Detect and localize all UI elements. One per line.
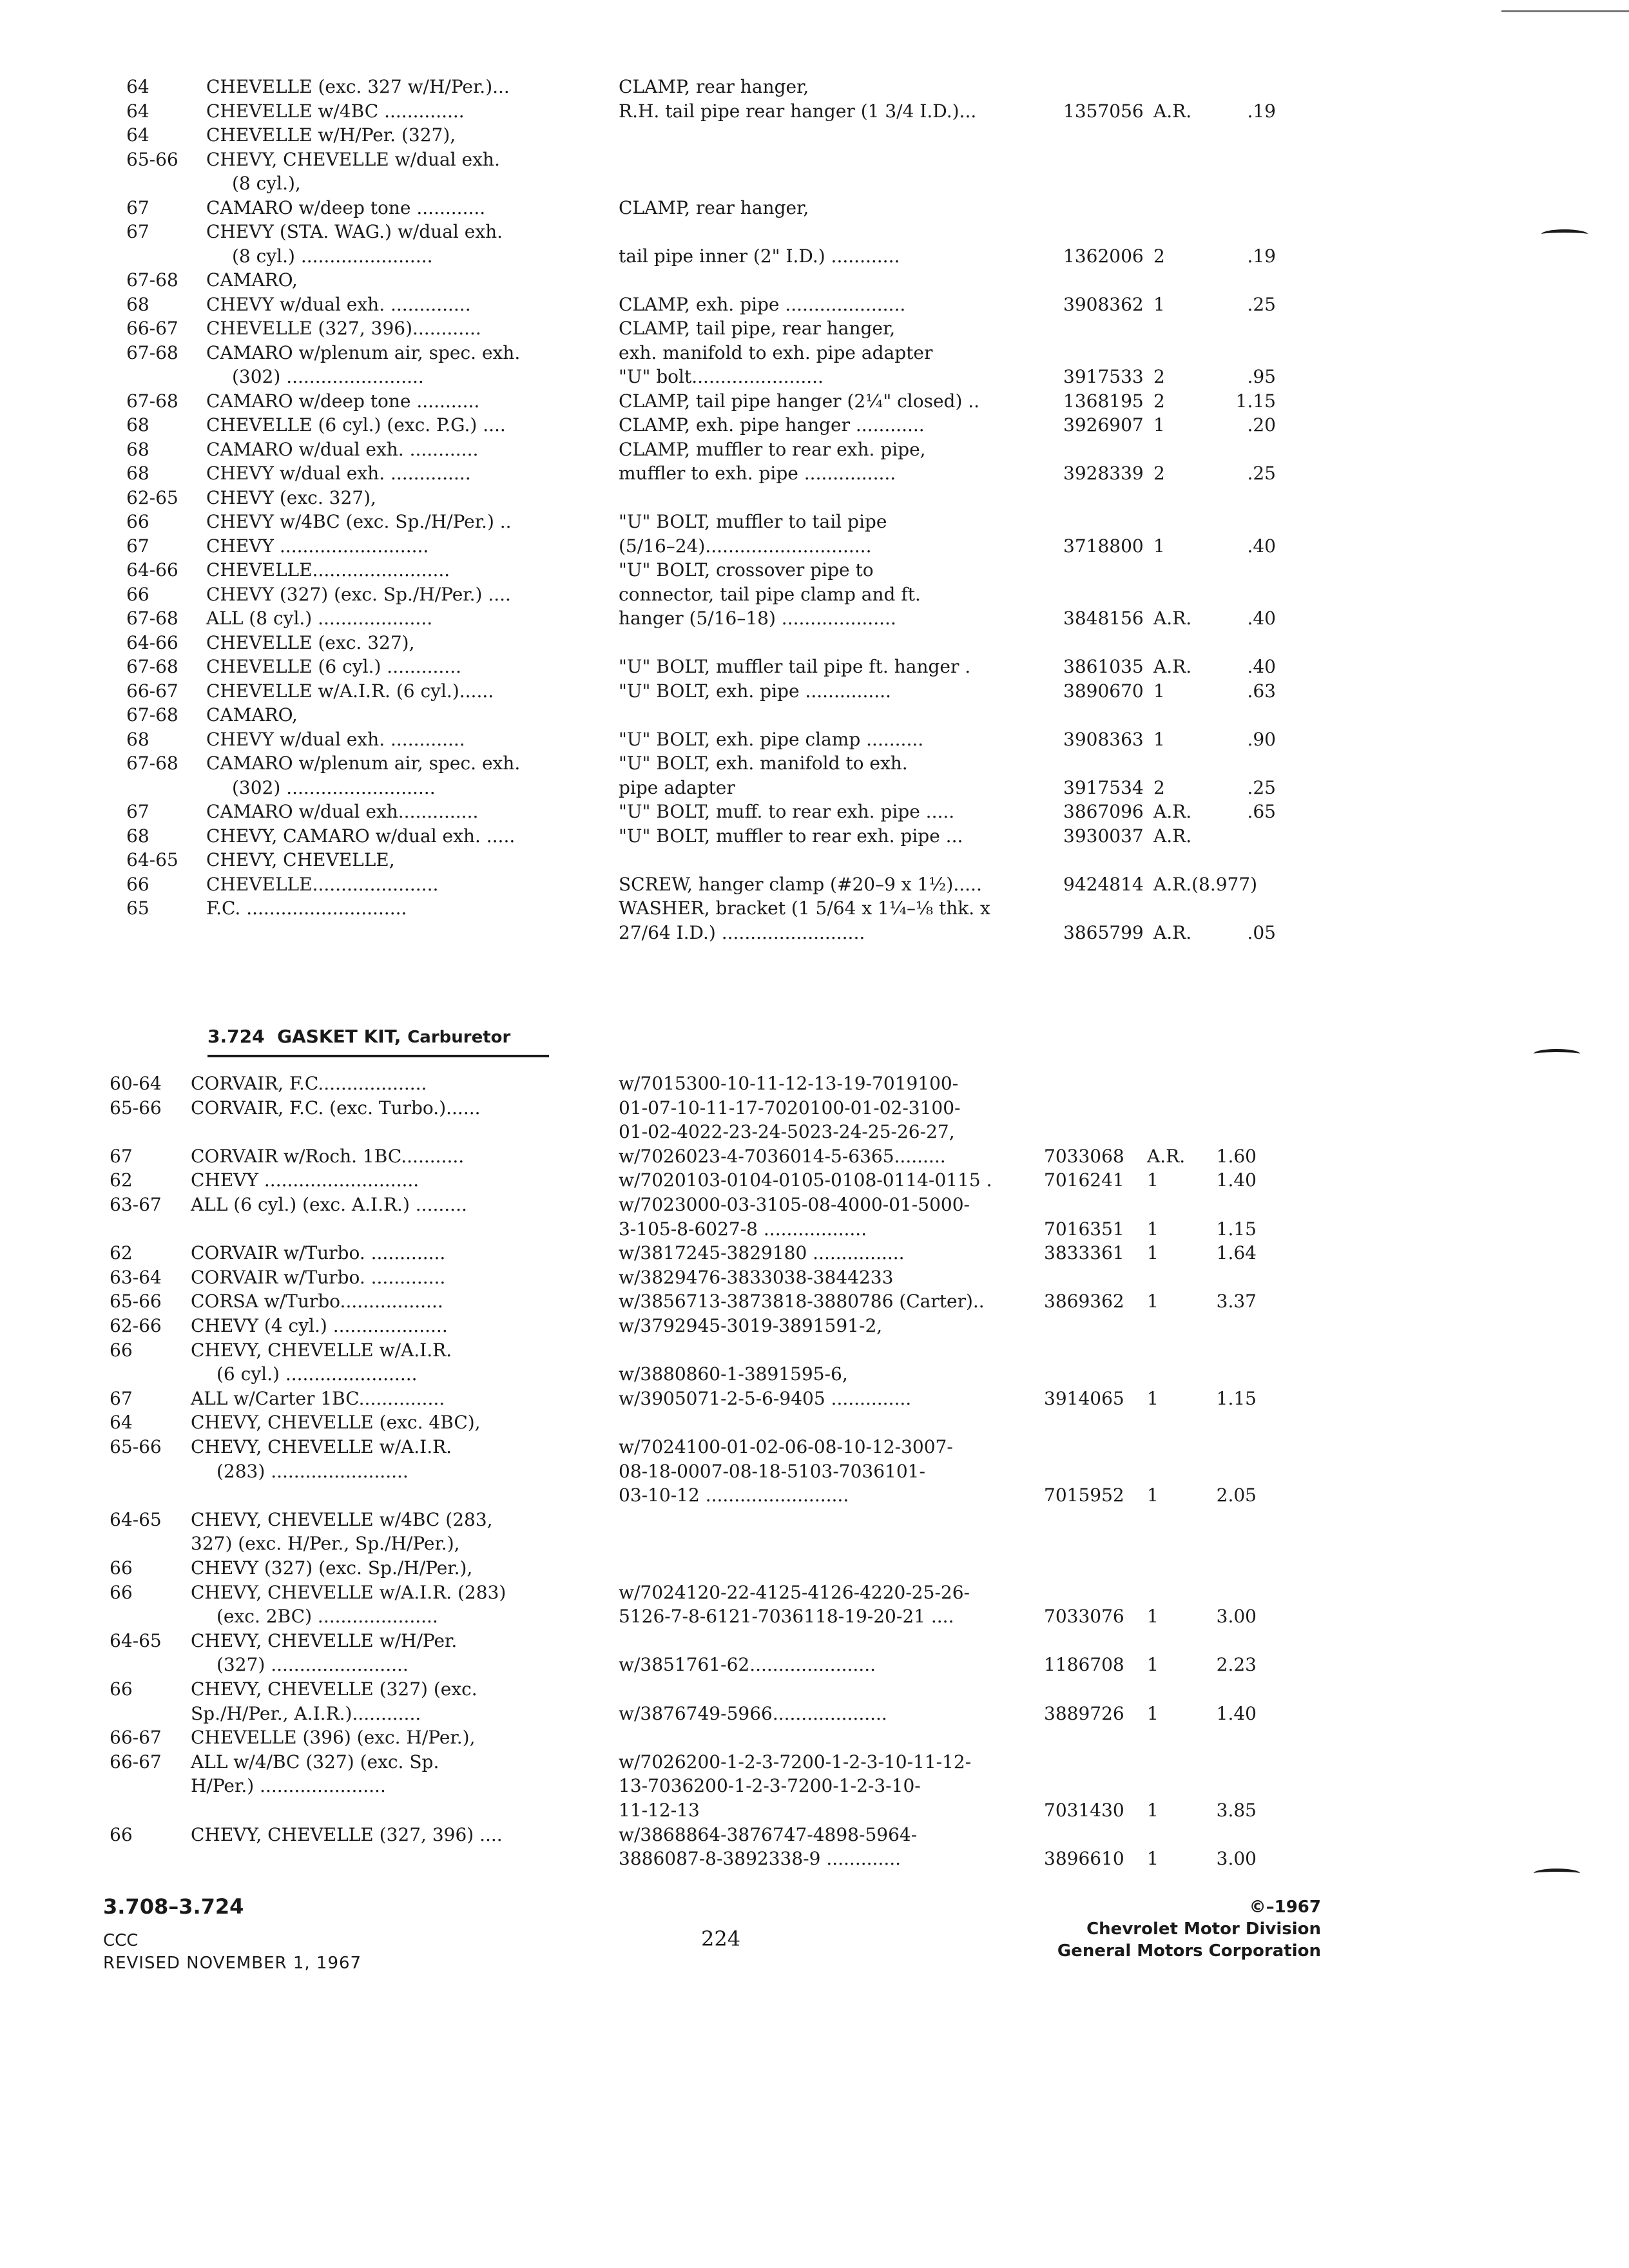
part-number-cell: 3926907 — [1063, 414, 1144, 436]
description-cell: muffler to exh. pipe ................ — [619, 463, 896, 484]
model-cell: CAMARO w/plenum air, spec. exh. — [206, 341, 521, 363]
part-number-cell: 3914065 — [1044, 1387, 1124, 1409]
year-cell: 62-66 — [110, 1315, 162, 1336]
model-cell: CAMARO, — [206, 704, 298, 726]
price-cell: 1.40 — [1216, 1702, 1257, 1724]
year-cell: 67 — [126, 535, 149, 557]
section-number: 3.724 — [207, 1026, 265, 1047]
year-cell: 66 — [110, 1678, 133, 1700]
price-cell: 2.05 — [1216, 1485, 1257, 1506]
year-cell: 65-66 — [110, 1291, 162, 1312]
description-cell: w/3829476-3833038-3844233 — [619, 1266, 894, 1288]
description-cell: w/3880860-1-3891595-6, — [619, 1363, 848, 1385]
year-cell: 65 — [126, 898, 149, 919]
part-number-cell: 7033076 — [1044, 1606, 1124, 1628]
year-cell: 64-65 — [110, 1629, 162, 1651]
model-cell: CHEVY (327) (exc. Sp./H/Per.) .... — [206, 583, 511, 605]
price-cell: .90 — [1247, 728, 1276, 750]
description-cell: w/3856713-3873818-3880786 (Carter).. — [619, 1291, 985, 1312]
part-number-cell: 3718800 — [1063, 535, 1144, 557]
description-cell: w/7015300-10-11-12-13-19-7019100- — [619, 1073, 959, 1094]
quantity-cell: 1 — [1147, 1702, 1159, 1724]
year-cell: 68 — [126, 414, 149, 436]
part-number-cell: 3865799 — [1063, 921, 1144, 943]
model-cell: CAMARO w/dual exh. ............ — [206, 438, 479, 460]
model-cell: (8 cyl.), — [232, 173, 301, 194]
part-number-cell: 3833361 — [1044, 1242, 1124, 1264]
part-number-cell: 3917534 — [1063, 776, 1144, 798]
model-cell: CHEVY w/dual exh. .............. — [206, 293, 471, 315]
price-cell: .40 — [1247, 656, 1276, 677]
price-cell: .20 — [1247, 414, 1276, 436]
year-cell: 67-68 — [126, 341, 178, 363]
model-cell: CHEVELLE w/4BC .............. — [206, 100, 465, 122]
year-cell: 67-68 — [126, 704, 178, 726]
year-cell: 68 — [126, 293, 149, 315]
price-cell: 1.60 — [1216, 1145, 1257, 1167]
description-cell: CLAMP, rear hanger, — [619, 76, 809, 97]
model-cell: CHEVY, CHEVELLE (327, 396) .... — [191, 1823, 503, 1845]
section-heading — [207, 1026, 510, 1048]
quantity-cell: 1 — [1147, 1800, 1159, 1821]
model-cell: CORSA w/Turbo.................. — [191, 1291, 443, 1312]
description-cell: WASHER, bracket (1 5/64 x 1¼–⅛ thk. x — [619, 898, 990, 919]
quantity-cell: 1 — [1147, 1485, 1159, 1506]
binder-hole-mark — [1534, 1869, 1580, 1878]
model-cell: CHEVELLE...................... — [206, 873, 439, 895]
model-cell: CHEVELLE (6 cyl.) (exc. P.G.) .... — [206, 414, 506, 436]
binder-hole-mark — [1541, 229, 1588, 239]
description-cell: w/7023000-03-3105-08-4000-01-5000- — [619, 1194, 970, 1215]
year-cell: 64-65 — [126, 849, 178, 870]
description-cell: "U" BOLT, muffler to rear exh. pipe ... — [619, 825, 963, 847]
model-cell: (283) ........................ — [217, 1460, 409, 1482]
model-cell: CAMARO, — [206, 269, 298, 291]
quantity-cell: 2 — [1153, 463, 1165, 484]
model-cell: CORVAIR w/Turbo. ............. — [191, 1266, 446, 1288]
part-number-cell: 7033068 — [1044, 1145, 1124, 1167]
model-cell: CORVAIR w/Turbo. ............. — [191, 1242, 446, 1264]
price-cell: 2.23 — [1216, 1654, 1257, 1676]
description-cell: "U" bolt....................... — [619, 366, 824, 387]
year-cell: 68 — [126, 825, 149, 847]
model-cell: CHEVY, CHEVELLE w/dual exh. — [206, 148, 500, 170]
description-cell: "U" BOLT, exh. pipe clamp .......... — [619, 728, 924, 750]
model-cell: ALL w/Carter 1BC............... — [191, 1387, 445, 1409]
quantity-cell: A.R. — [1153, 656, 1192, 677]
description-cell: w/7020103-0104-0105-0108-0114-0115 . — [619, 1169, 992, 1191]
price-cell: .95 — [1247, 366, 1276, 387]
model-cell: Sp./H/Per., A.I.R.)............ — [191, 1702, 421, 1724]
year-cell: 67-68 — [126, 390, 178, 412]
quantity-cell: 1 — [1147, 1606, 1159, 1628]
year-cell: 67 — [110, 1387, 133, 1409]
quantity-cell: 2 — [1153, 366, 1165, 387]
model-cell: ALL (6 cyl.) (exc. A.I.R.) ......... — [191, 1194, 467, 1215]
model-cell: (302) .......................... — [232, 776, 436, 798]
year-cell: 67 — [126, 801, 149, 822]
price-cell: 1.15 — [1235, 390, 1276, 412]
year-cell: 66-67 — [110, 1727, 162, 1749]
price-cell: .25 — [1247, 776, 1276, 798]
description-cell: w/7024120-22-4125-4126-4220-25-26- — [619, 1581, 970, 1603]
model-cell: CHEVY, CHEVELLE w/A.I.R. — [191, 1436, 452, 1457]
description-cell: CLAMP, exh. pipe hanger ............ — [619, 414, 925, 436]
model-cell: CHEVY, CHEVELLE w/4BC (283, — [191, 1508, 493, 1530]
price-cell: 1.40 — [1216, 1169, 1257, 1191]
description-cell: 03-10-12 ......................... — [619, 1485, 849, 1506]
section-title: GASKET KIT, — [277, 1026, 401, 1047]
description-cell: w/7026200-1-2-3-7200-1-2-3-10-11-12- — [619, 1751, 972, 1773]
part-number-cell: 3869362 — [1044, 1291, 1124, 1312]
description-cell: w/3868864-3876747-4898-5964- — [619, 1823, 918, 1845]
year-cell: 62-65 — [126, 486, 178, 508]
part-number-cell: 3928339 — [1063, 463, 1144, 484]
price-cell: .40 — [1247, 608, 1276, 629]
model-cell: CHEVELLE w/H/Per. (327), — [206, 124, 456, 146]
description-cell: w/7026023-4-7036014-5-6365......... — [619, 1145, 946, 1167]
year-cell: 68 — [126, 438, 149, 460]
quantity-cell: A.R. — [1153, 801, 1192, 822]
description-cell: w/3851761-62...................... — [619, 1654, 876, 1676]
model-cell: CHEVY, CAMARO w/dual exh. ..... — [206, 825, 516, 847]
description-cell: 08-18-0007-08-18-5103-7036101- — [619, 1460, 925, 1482]
year-cell: 64 — [126, 100, 149, 122]
model-cell: CAMARO w/plenum air, spec. exh. — [206, 753, 521, 774]
model-cell: CHEVY .......................... — [206, 535, 429, 557]
price-cell: .63 — [1247, 680, 1276, 702]
part-number-cell: 7016241 — [1044, 1169, 1124, 1191]
year-cell: 63-64 — [110, 1266, 162, 1288]
revised-date: REVISED NOVEMBER 1, 1967 — [103, 1954, 362, 1973]
year-cell: 68 — [126, 728, 149, 750]
scan-edge-line — [1501, 10, 1629, 12]
model-cell: CHEVELLE (396) (exc. H/Per.), — [191, 1727, 476, 1749]
description-cell: w/3817245-3829180 ................ — [619, 1242, 905, 1264]
model-cell: F.C. ............................ — [206, 898, 407, 919]
section-subtitle: Carburetor — [407, 1028, 511, 1047]
description-cell: hanger (5/16–18) .................... — [619, 608, 896, 629]
year-cell: 67 — [126, 197, 149, 218]
quantity-cell: A.R. — [1153, 825, 1192, 847]
year-cell: 65-66 — [110, 1436, 162, 1457]
year-cell: 66-67 — [126, 318, 178, 339]
quantity-cell: 1 — [1147, 1654, 1159, 1676]
part-number-cell: 7015952 — [1044, 1485, 1124, 1506]
page-range: 3.708–3.724 — [103, 1894, 244, 1919]
quantity-cell: A.R. — [1153, 608, 1192, 629]
description-cell: CLAMP, exh. pipe ..................... — [619, 293, 906, 315]
model-cell: CORVAIR, F.C................... — [191, 1073, 427, 1094]
model-cell: 327) (exc. H/Per., Sp./H/Per.), — [191, 1533, 460, 1555]
model-cell: CHEVY (STA. WAG.) w/dual exh. — [206, 221, 503, 242]
quantity-cell: 2 — [1153, 390, 1165, 412]
quantity-cell: 2 — [1153, 776, 1165, 798]
price-cell: .19 — [1247, 245, 1276, 267]
part-number-cell: 1368195 — [1063, 390, 1144, 412]
model-cell: CHEVELLE (6 cyl.) ............. — [206, 656, 461, 677]
model-cell: CORVAIR, F.C. (exc. Turbo.)...... — [191, 1097, 481, 1119]
quantity-cell: A.R.(8.977) — [1153, 873, 1258, 895]
year-cell: 64 — [126, 76, 149, 97]
model-cell: CHEVY, CHEVELLE (exc. 4BC), — [191, 1412, 481, 1434]
part-number-cell: 3867096 — [1063, 801, 1144, 822]
division-name: Chevrolet Motor Division — [1086, 1919, 1321, 1939]
quantity-cell: 2 — [1153, 245, 1165, 267]
model-cell: CHEVY w/4BC (exc. Sp./H/Per.) .. — [206, 511, 512, 532]
year-cell: 66 — [110, 1339, 133, 1361]
model-cell: (exc. 2BC) ..................... — [217, 1606, 438, 1628]
price-cell: 1.15 — [1216, 1218, 1257, 1240]
price-cell: .25 — [1247, 293, 1276, 315]
part-number-cell: 3848156 — [1063, 608, 1144, 629]
model-cell: ALL w/4/BC (327) (exc. Sp. — [191, 1751, 439, 1773]
description-cell: SCREW, hanger clamp (#20–9 x 1½)..... — [619, 873, 982, 895]
year-cell: 65-66 — [110, 1097, 162, 1119]
year-cell: 67-68 — [126, 656, 178, 677]
description-cell: w/3905071-2-5-6-9405 .............. — [619, 1387, 912, 1409]
price-cell: 1.15 — [1216, 1387, 1257, 1409]
quantity-cell: 1 — [1147, 1242, 1159, 1264]
description-cell: R.H. tail pipe rear hanger (1 3/4 I.D.)... — [619, 100, 977, 122]
description-cell: 3-105-8-6027-8 .................. — [619, 1218, 867, 1240]
quantity-cell: A.R. — [1153, 100, 1192, 122]
model-cell: H/Per.) ...................... — [191, 1775, 386, 1797]
description-cell: w/3792945-3019-3891591-2, — [619, 1315, 883, 1336]
part-number-cell: 9424814 — [1063, 873, 1144, 895]
description-cell: pipe adapter — [619, 776, 735, 798]
part-number-cell: 3917533 — [1063, 366, 1144, 387]
year-cell: 64-65 — [110, 1508, 162, 1530]
year-cell: 67-68 — [126, 608, 178, 629]
year-cell: 64-66 — [126, 559, 178, 581]
model-cell: CHEVELLE........................ — [206, 559, 450, 581]
price-cell: .19 — [1247, 100, 1276, 122]
year-cell: 66-67 — [110, 1751, 162, 1773]
model-cell: CORVAIR w/Roch. 1BC........... — [191, 1145, 465, 1167]
price-cell: 3.37 — [1216, 1291, 1257, 1312]
year-cell: 66 — [126, 583, 149, 605]
description-cell: CLAMP, tail pipe, rear hanger, — [619, 318, 896, 339]
description-cell: "U" BOLT, exh. manifold to exh. — [619, 753, 908, 774]
quantity-cell: 1 — [1147, 1218, 1159, 1240]
description-cell: CLAMP, tail pipe hanger (2¼" closed) .. — [619, 390, 980, 412]
year-cell: 66 — [126, 873, 149, 895]
model-cell: CHEVY, CHEVELLE w/A.I.R. — [191, 1339, 452, 1361]
quantity-cell: 1 — [1153, 414, 1165, 436]
model-cell: CHEVY, CHEVELLE w/H/Per. — [191, 1629, 458, 1651]
year-cell: 63-67 — [110, 1194, 162, 1215]
part-number-cell: 1186708 — [1044, 1654, 1124, 1676]
year-cell: 64 — [110, 1412, 133, 1434]
quantity-cell: 1 — [1153, 680, 1165, 702]
year-cell: 66-67 — [126, 680, 178, 702]
description-cell: 01-02-4022-23-24-5023-24-25-26-27, — [619, 1121, 955, 1143]
model-cell: CAMARO w/deep tone ........... — [206, 390, 480, 412]
year-cell: 62 — [110, 1242, 133, 1264]
year-cell: 64-66 — [126, 631, 178, 653]
description-cell: "U" BOLT, muff. to rear exh. pipe ..... — [619, 801, 955, 822]
model-cell: (302) ........................ — [232, 366, 424, 387]
price-cell: 1.64 — [1216, 1242, 1257, 1264]
description-cell: CLAMP, muffler to rear exh. pipe, — [619, 438, 926, 460]
price-cell: 3.00 — [1216, 1606, 1257, 1628]
part-number-cell: 3896610 — [1044, 1848, 1124, 1870]
price-cell: .05 — [1247, 921, 1276, 943]
quantity-cell: 1 — [1147, 1387, 1159, 1409]
page-number: 224 — [701, 1927, 741, 1951]
description-cell: CLAMP, rear hanger, — [619, 197, 809, 218]
model-cell: (327) ........................ — [217, 1654, 409, 1676]
description-cell: 01-07-10-11-17-7020100-01-02-3100- — [619, 1097, 961, 1119]
quantity-cell: 1 — [1153, 535, 1165, 557]
part-number-cell: 1362006 — [1063, 245, 1144, 267]
part-number-cell: 3930037 — [1063, 825, 1144, 847]
model-cell: CHEVELLE (327, 396)............ — [206, 318, 481, 339]
model-cell: CHEVY (327) (exc. Sp./H/Per.), — [191, 1557, 473, 1579]
model-cell: CHEVELLE w/A.I.R. (6 cyl.)...... — [206, 680, 494, 702]
model-cell: CAMARO w/dual exh.............. — [206, 801, 479, 822]
description-cell: tail pipe inner (2" I.D.) ............ — [619, 245, 900, 267]
price-cell: 3.85 — [1216, 1800, 1257, 1821]
description-cell: "U" BOLT, muffler tail pipe ft. hanger . — [619, 656, 971, 677]
year-cell: 65-66 — [126, 148, 178, 170]
description-cell: 11-12-13 — [619, 1800, 700, 1821]
year-cell: 66 — [126, 511, 149, 532]
model-cell: CHEVY, CHEVELLE, — [206, 849, 395, 870]
year-cell: 66 — [110, 1823, 133, 1845]
year-cell: 67-68 — [126, 269, 178, 291]
description-cell: "U" BOLT, crossover pipe to — [619, 559, 874, 581]
model-cell: ALL (8 cyl.) .................... — [206, 608, 433, 629]
quantity-cell: A.R. — [1153, 921, 1192, 943]
part-number-cell: 3889726 — [1044, 1702, 1124, 1724]
section-underline — [207, 1055, 549, 1057]
part-number-cell: 3908362 — [1063, 293, 1144, 315]
description-cell: 13-7036200-1-2-3-7200-1-2-3-10- — [619, 1775, 921, 1797]
year-cell: 67 — [110, 1145, 133, 1167]
description-cell: 3886087-8-3892338-9 ............. — [619, 1848, 901, 1870]
description-cell: "U" BOLT, exh. pipe ............... — [619, 680, 891, 702]
description-cell: "U" BOLT, muffler to tail pipe — [619, 511, 887, 532]
year-cell: 67-68 — [126, 753, 178, 774]
part-number-cell: 7016351 — [1044, 1218, 1124, 1240]
quantity-cell: 1 — [1147, 1848, 1159, 1870]
year-cell: 60-64 — [110, 1073, 162, 1094]
description-cell: (5/16–24)............................. — [619, 535, 872, 557]
part-number-cell: 3908363 — [1063, 728, 1144, 750]
year-cell: 66 — [110, 1581, 133, 1603]
year-cell: 64 — [126, 124, 149, 146]
price-cell: .25 — [1247, 463, 1276, 484]
description-cell: w/7024100-01-02-06-08-10-12-3007- — [619, 1436, 953, 1457]
model-cell: CHEVY, CHEVELLE w/A.I.R. (283) — [191, 1581, 506, 1603]
model-cell: CAMARO w/deep tone ............ — [206, 197, 486, 218]
quantity-cell: 1 — [1153, 293, 1165, 315]
price-cell: .40 — [1247, 535, 1276, 557]
quantity-cell: 1 — [1147, 1169, 1159, 1191]
model-cell: CHEVY (exc. 327), — [206, 486, 376, 508]
model-cell: CHEVY ........................... — [191, 1169, 419, 1191]
part-number-cell: 1357056 — [1063, 100, 1144, 122]
price-cell: .65 — [1247, 801, 1276, 822]
model-cell: CHEVY w/dual exh. .............. — [206, 463, 471, 484]
model-cell: CHEVELLE (exc. 327), — [206, 631, 415, 653]
part-number-cell: 7031430 — [1044, 1800, 1124, 1821]
description-cell: 27/64 I.D.) ......................... — [619, 921, 865, 943]
model-cell: CHEVY (4 cyl.) .................... — [191, 1315, 448, 1336]
price-cell: 3.00 — [1216, 1848, 1257, 1870]
description-cell: 5126-7-8-6121-7036118-19-20-21 .... — [619, 1606, 954, 1628]
description-cell: connector, tail pipe clamp and ft. — [619, 583, 921, 605]
part-number-cell: 3890670 — [1063, 680, 1144, 702]
year-cell: 67 — [126, 221, 149, 242]
model-cell: CHEVY, CHEVELLE (327) (exc. — [191, 1678, 477, 1700]
model-cell: CHEVY w/dual exh. ............. — [206, 728, 465, 750]
quantity-cell: A.R. — [1147, 1145, 1186, 1167]
copyright: ©–1967 — [1249, 1898, 1321, 1917]
footer-code: CCC — [103, 1931, 139, 1950]
binder-hole-mark — [1534, 1049, 1580, 1059]
description-cell: exh. manifold to exh. pipe adapter — [619, 341, 933, 363]
model-cell: CHEVELLE (exc. 327 w/H/Per.)... — [206, 76, 510, 97]
quantity-cell: 1 — [1147, 1291, 1159, 1312]
year-cell: 62 — [110, 1169, 133, 1191]
corporation-name: General Motors Corporation — [1057, 1941, 1321, 1961]
quantity-cell: 1 — [1153, 728, 1165, 750]
year-cell: 66 — [110, 1557, 133, 1579]
year-cell: 68 — [126, 463, 149, 484]
model-cell: (8 cyl.) ....................... — [232, 245, 433, 267]
model-cell: (6 cyl.) ....................... — [217, 1363, 418, 1385]
description-cell: w/3876749-5966.................... — [619, 1702, 887, 1724]
part-number-cell: 3861035 — [1063, 656, 1144, 677]
